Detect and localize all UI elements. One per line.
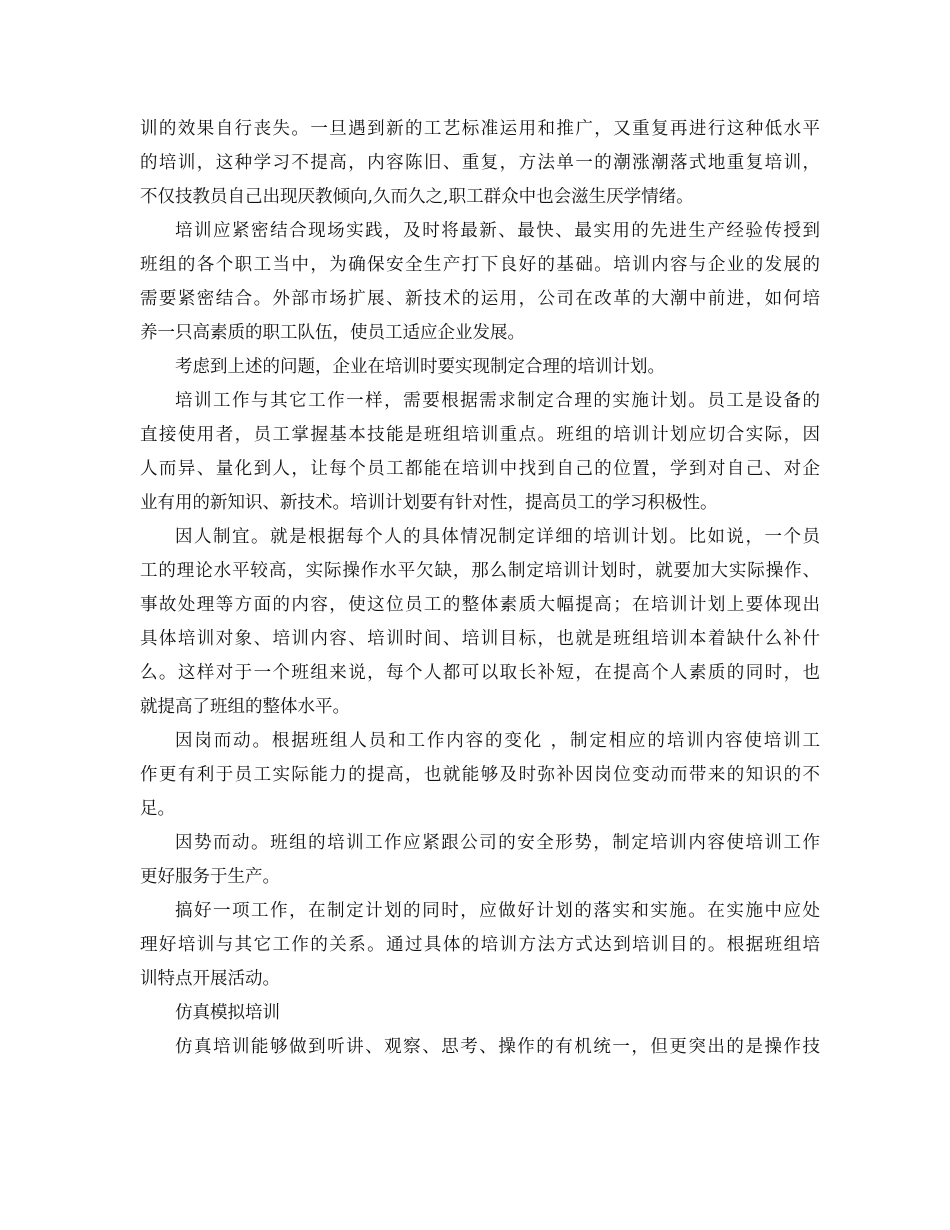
text-line: 更好服务于生产。 <box>140 867 280 887</box>
text-line: 具体培训对象、培训内容、培训时间、培训目标，也就是班组培训本着缺什么补什 <box>140 629 820 649</box>
text-line: 直接使用者，员工掌握基本技能是班组培训重点。班组的培训计划应切合实际，因 <box>140 425 820 445</box>
text-line: 么。这样对于一个班组来说，每个人都可以取长补短，在提高个人素质的同时，也 <box>140 663 820 683</box>
text-line: 事故处理等方面的内容，使这位员工的整体素质大幅提高；在培训计划上要体现出 <box>140 595 820 615</box>
text-line: 作更有利于员工实际能力的提高，也就能够及时弥补因岗位变动而带来的知识的不 <box>140 765 820 785</box>
text-line: 仿真模拟培训 <box>175 1003 280 1023</box>
text-line: 训特点开展活动。 <box>140 969 280 989</box>
text-line: 考虑到上述的问题，企业在培训时要实现制定合理的培训计划。 <box>175 357 665 377</box>
text-line: 培训工作与其它工作一样，需要根据需求制定合理的实施计划。员工是设备的 <box>175 391 820 411</box>
text-line: 仿真培训能够做到听讲、观察、思考、操作的有机统一，但更突出的是操作技 <box>175 1037 820 1057</box>
text-line: 搞好一项工作，在制定计划的同时，应做好计划的落实和实施。在实施中应处 <box>175 901 820 921</box>
text-line: 因岗而动。根据班组人员和工作内容的变化 ，制定相应的培训内容使培训工 <box>175 731 820 751</box>
text-line: 的培训，这种学习不提高，内容陈旧、重复，方法单一的潮涨潮落式地重复培训， <box>140 153 820 173</box>
text-line: 理好培训与其它工作的关系。通过具体的培训方法方式达到培训目的。根据班组培 <box>140 935 820 955</box>
text-line: 足。 <box>140 799 175 819</box>
text-line: 业有用的新知识、新技术。培训计划要有针对性，提高员工的学习积极性。 <box>140 493 718 513</box>
text-line: 养一只高素质的职工队伍，使员工适应企业发展。 <box>140 323 525 343</box>
text-line: 工的理论水平较高，实际操作水平欠缺，那么制定培训计划时，就要加大实际操作、 <box>140 561 820 581</box>
text-line: 不仅技教员自己出现厌教倾向,久而久之,职工群众中也会滋生厌学情绪。 <box>140 187 694 207</box>
text-line: 因势而动。班组的培训工作应紧跟公司的安全形势，制定培训内容使培训工作 <box>175 833 820 853</box>
text-line: 培训应紧密结合现场实践，及时将最新、最快、最实用的先进生产经验传授到 <box>175 221 820 241</box>
text-line: 班组的各个职工当中，为确保安全生产打下良好的基础。培训内容与企业的发展的 <box>140 255 820 275</box>
document-body <box>140 112 820 1064</box>
text-line: 人而异、量化到人，让每个员工都能在培训中找到自己的位置，学到对自己、对企 <box>140 459 820 479</box>
text-line: 训的效果自行丧失。一旦遇到新的工艺标准运用和推广，又重复再进行这种低水平 <box>140 119 820 139</box>
text-line: 需要紧密结合。外部市场扩展、新技术的运用，公司在改革的大潮中前进，如何培 <box>140 289 820 309</box>
text-line: 因人制宜。就是根据每个人的具体情况制定详细的培训计划。比如说，一个员 <box>175 527 820 547</box>
text-line: 就提高了班组的整体水平。 <box>140 697 350 717</box>
